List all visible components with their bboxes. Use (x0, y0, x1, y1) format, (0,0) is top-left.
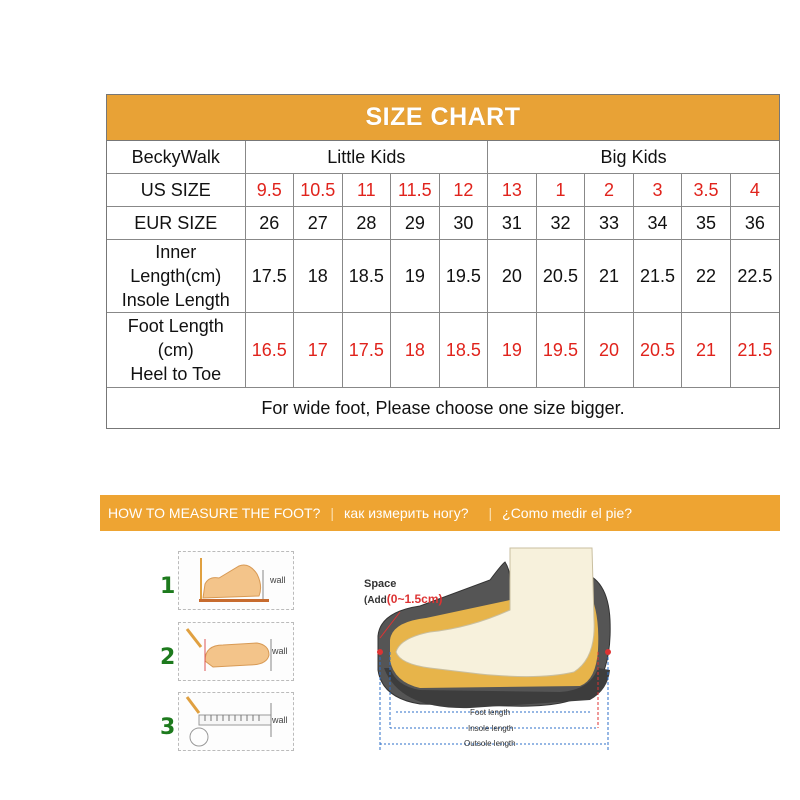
wall-label: wall (270, 575, 286, 585)
us-size-cell: 4 (730, 174, 779, 207)
us-size-label: US SIZE (107, 174, 245, 207)
add-text: (Add (364, 595, 387, 606)
insole-length-caption: Insole length (468, 724, 514, 733)
step-number: 2 (160, 645, 176, 670)
foot-length-cell: 16.5 (245, 313, 294, 388)
eur-size-cell: 26 (245, 207, 294, 240)
foot-label-line: (cm) (157, 340, 194, 360)
foot-length-label (107, 313, 245, 388)
eur-size-cell: 29 (391, 207, 440, 240)
inner-length-cell: 21.5 (633, 240, 682, 313)
eur-size-cell: 28 (342, 207, 391, 240)
us-size-cell: 11.5 (391, 174, 440, 207)
space-add-label (364, 592, 442, 606)
foot-length-cell: 17.5 (342, 313, 391, 388)
separator: | (330, 505, 334, 521)
foot-label-line: Heel to Toe (130, 364, 222, 384)
little-kids-header: Little Kids (245, 141, 488, 174)
eur-size-cell: 33 (585, 207, 634, 240)
foot-length-cell: 19 (488, 313, 537, 388)
size-table (107, 141, 779, 428)
inner-label-line: Insole Length (121, 290, 230, 310)
eur-size-cell: 31 (488, 207, 537, 240)
step-number: 3 (160, 715, 176, 740)
wall-label: wall (272, 646, 288, 656)
inner-length-cell: 19 (391, 240, 440, 313)
inner-length-cell: 18.5 (342, 240, 391, 313)
inner-label-line: Length(cm) (130, 266, 222, 286)
eur-size-cell: 32 (536, 207, 585, 240)
foot-length-cell: 18.5 (439, 313, 488, 388)
size-chart (106, 94, 780, 429)
inner-label-line: Inner (155, 242, 197, 262)
measure-title-en: HOW TO MEASURE THE FOOT? (108, 505, 321, 521)
us-size-cell: 2 (585, 174, 634, 207)
foot-length-row (107, 313, 779, 388)
note-row (107, 388, 779, 429)
eur-size-cell: 36 (730, 207, 779, 240)
big-kids-header: Big Kids (488, 141, 779, 174)
inner-length-cell: 17.5 (245, 240, 294, 313)
foot-length-cell: 17 (294, 313, 343, 388)
us-size-cell: 3.5 (682, 174, 731, 207)
us-size-cell: 1 (536, 174, 585, 207)
inner-length-cell: 18 (294, 240, 343, 313)
eur-size-cell: 30 (439, 207, 488, 240)
inner-length-cell: 22 (682, 240, 731, 313)
step-number: 1 (160, 574, 176, 599)
eur-size-label: EUR SIZE (107, 207, 245, 240)
us-size-cell: 13 (488, 174, 537, 207)
eur-size-cell: 34 (633, 207, 682, 240)
foot-length-cell: 21.5 (730, 313, 779, 388)
foot-length-cell: 18 (391, 313, 440, 388)
foot-length-caption: Foot length (470, 708, 511, 717)
inner-length-cell: 21 (585, 240, 634, 313)
us-size-cell: 12 (439, 174, 488, 207)
eur-size-cell: 27 (294, 207, 343, 240)
us-size-cell: 9.5 (245, 174, 294, 207)
foot-length-cell: 19.5 (536, 313, 585, 388)
foot-length-cell: 20 (585, 313, 634, 388)
size-chart-title: SIZE CHART (107, 95, 779, 141)
inner-length-cell: 22.5 (730, 240, 779, 313)
us-size-row (107, 174, 779, 207)
wall-label: wall (272, 715, 288, 725)
outsole-length-caption: Outsole length (464, 739, 516, 748)
eur-size-cell: 35 (682, 207, 731, 240)
inner-length-row (107, 240, 779, 313)
inner-length-cell: 19.5 (439, 240, 488, 313)
measure-title-es: ¿Como medir el pie? (502, 505, 633, 521)
measure-banner (100, 495, 780, 531)
shoe-foot-icon (360, 540, 620, 755)
header-row (107, 141, 779, 174)
us-size-cell: 11 (342, 174, 391, 207)
us-size-cell: 10.5 (294, 174, 343, 207)
inner-length-cell: 20 (488, 240, 537, 313)
inner-length-cell: 20.5 (536, 240, 585, 313)
range-text: (0~1.5cm) (386, 592, 443, 606)
foot-length-cell: 21 (682, 313, 731, 388)
separator: | (488, 505, 493, 521)
inner-length-label (107, 240, 245, 313)
space-label: Space (364, 578, 397, 590)
brand-cell: BeckyWalk (107, 141, 245, 174)
eur-size-row (107, 207, 779, 240)
shoe-diagram (360, 540, 620, 755)
measure-title-ru: как измерить ногу? (344, 505, 469, 521)
wide-foot-note: For wide foot, Please choose one size bigger. (107, 388, 779, 429)
us-size-cell: 3 (633, 174, 682, 207)
foot-label-line: Foot Length (127, 316, 224, 336)
foot-length-cell: 20.5 (633, 313, 682, 388)
